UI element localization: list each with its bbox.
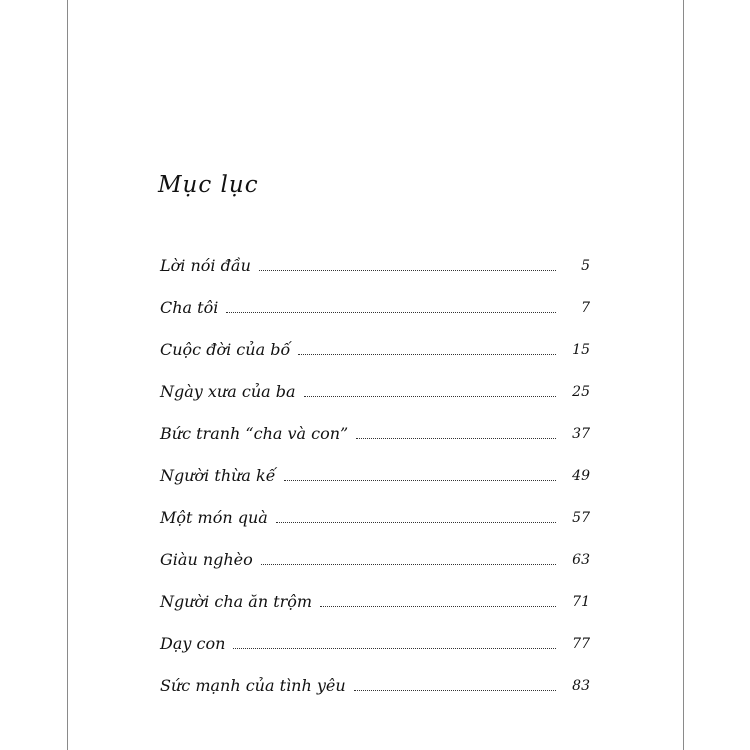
toc-leader-dots — [298, 353, 556, 355]
toc-entry-page: 7 — [581, 300, 590, 316]
toc-leader-dots — [304, 395, 556, 397]
toc-entry-label: Dạy con — [160, 634, 226, 653]
toc-entry — [160, 456, 590, 486]
toc-entry-label: Cuộc đời của bố — [160, 340, 291, 359]
toc-leader-dots — [261, 563, 556, 565]
toc-entry-page: 63 — [572, 552, 590, 568]
toc-entry-page: 25 — [572, 384, 590, 400]
toc-leader-dots — [233, 647, 556, 649]
toc-entry-page: 57 — [572, 510, 590, 526]
toc-entry-label: Người thừa kế — [160, 466, 276, 485]
toc-entry-page: 83 — [572, 678, 590, 694]
toc-leader-dots — [356, 437, 556, 439]
toc-entry — [160, 330, 590, 360]
toc-entry-page: 5 — [581, 258, 590, 274]
toc-entry-label: Ngày xưa của ba — [160, 382, 296, 401]
toc-entry — [160, 372, 590, 402]
toc-entry-page: 37 — [572, 426, 590, 442]
toc-entry-label: Một món quà — [160, 508, 268, 527]
toc-entry-label: Người cha ăn trộm — [160, 592, 313, 611]
toc-entry — [160, 288, 590, 318]
page-edge-right — [683, 0, 684, 750]
toc-entry-page: 15 — [572, 342, 590, 358]
toc-entry — [160, 624, 590, 654]
toc-entry-label: Bức tranh “cha và con” — [160, 424, 349, 443]
toc-entry-page: 71 — [572, 594, 590, 610]
toc-entry-label: Giàu nghèo — [160, 550, 253, 569]
toc-leader-dots — [284, 479, 556, 481]
toc-entry-label: Sức mạnh của tình yêu — [160, 676, 346, 695]
toc-entry — [160, 414, 590, 444]
toc-title: Mục lục — [158, 172, 259, 198]
toc-entry — [160, 666, 590, 696]
toc-entry — [160, 498, 590, 528]
toc-leader-dots — [354, 689, 556, 691]
toc-entry — [160, 540, 590, 570]
toc-entry-label: Lời nói đầu — [160, 256, 251, 275]
toc-entry-label: Cha tôi — [160, 298, 219, 317]
toc-leader-dots — [226, 311, 556, 313]
toc-leader-dots — [276, 521, 556, 523]
toc-entry-page: 49 — [572, 468, 590, 484]
toc-entry — [160, 582, 590, 612]
toc-entry-page: 77 — [572, 636, 590, 652]
toc-entry — [160, 246, 590, 276]
toc-leader-dots — [320, 605, 556, 607]
page-edge-left — [67, 0, 68, 750]
toc-leader-dots — [259, 269, 556, 271]
